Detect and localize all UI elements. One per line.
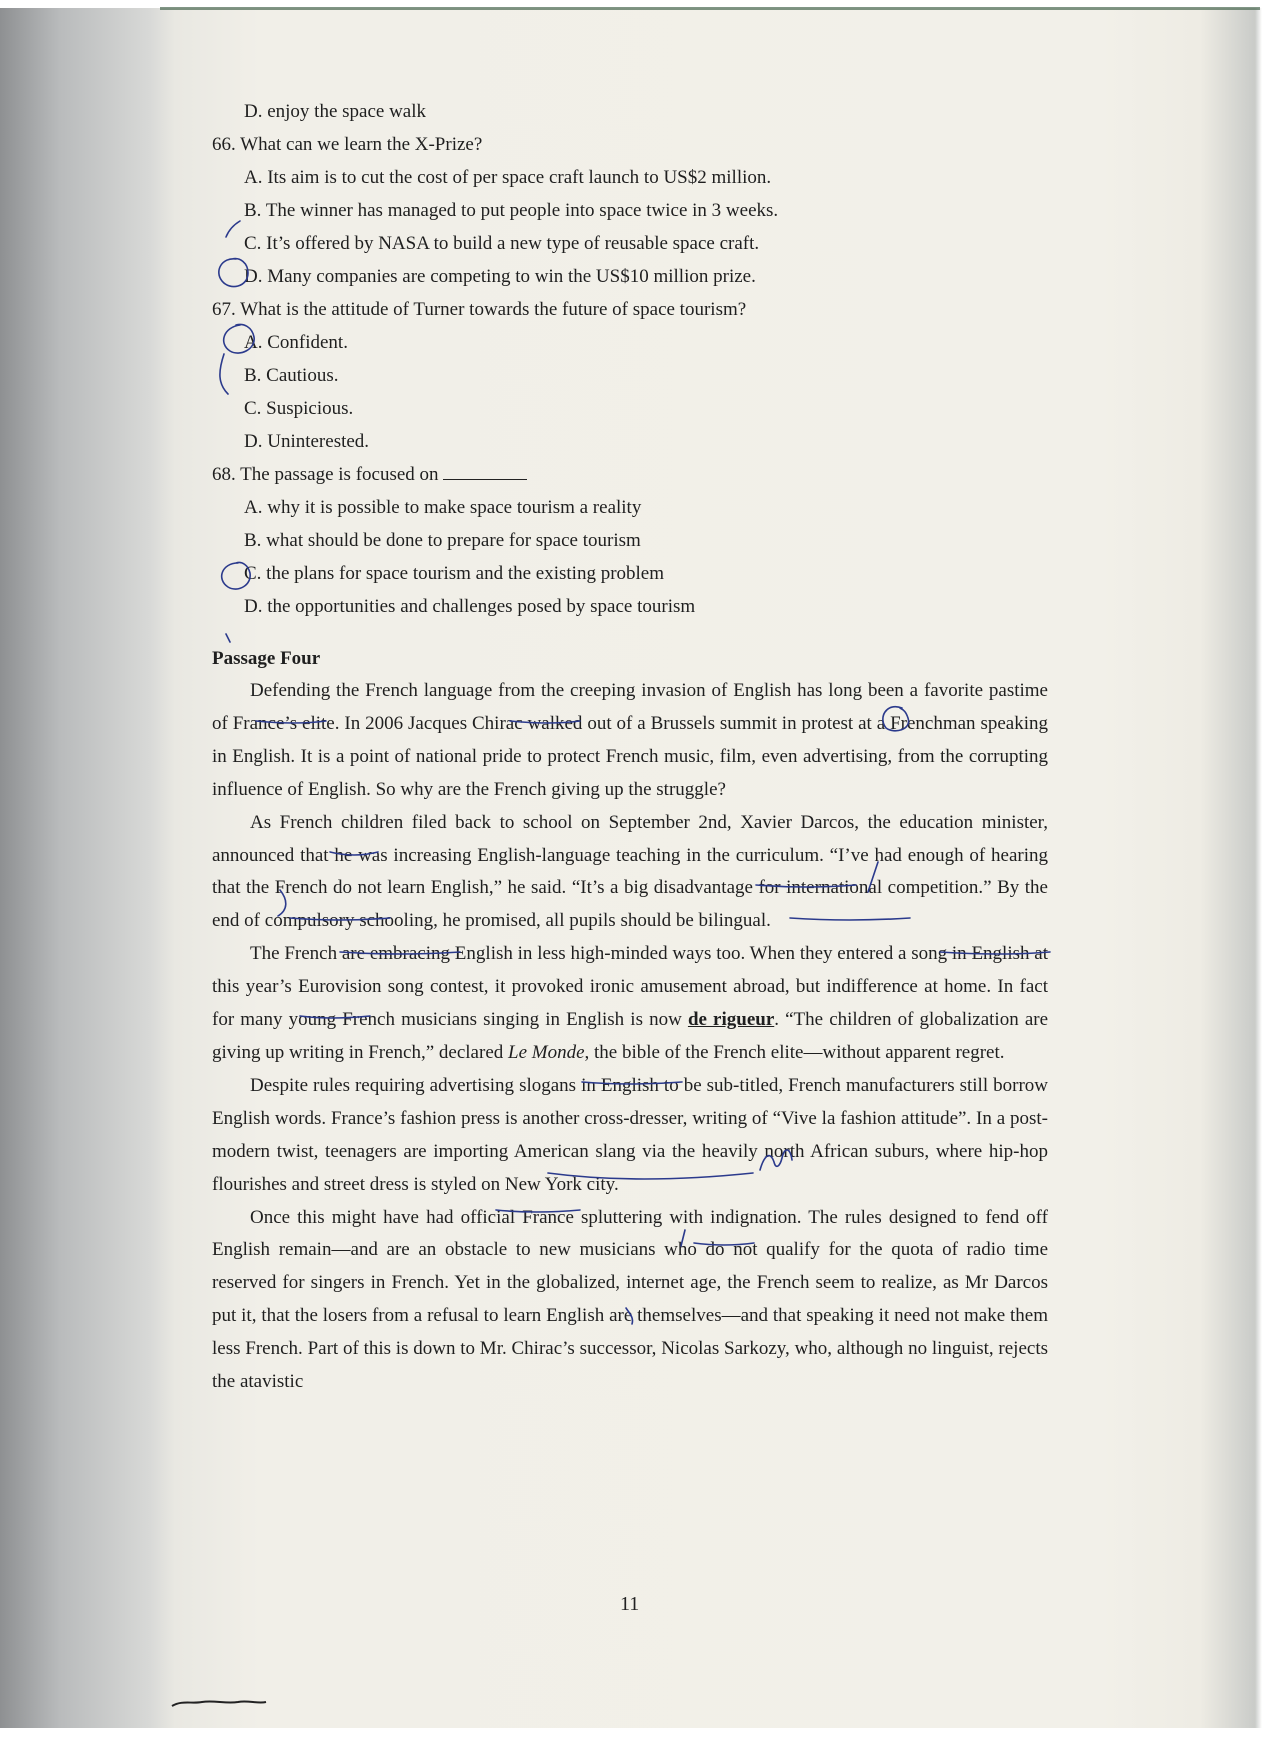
q68-stem: 68. The passage is focused on: [212, 464, 439, 485]
q65-option-d: D. enjoy the space walk: [244, 101, 427, 122]
source-le-monde: Le Monde: [508, 1041, 585, 1063]
edge-scribble: [170, 1696, 270, 1710]
term-de-rigueur: de rigueur: [687, 1009, 775, 1031]
passage-paragraph-1: Defending the French language from the creeping invasion of English has long been a favorite pastime of France’s elite. In 2006 Jacques Chirac walked out of a Brussels summit in protest at a Frenchman speaking in English. It is a point of national pride to protect French music, film, even advertising, from the corrupting influence of English. So why are the French giving up the struggle?: [212, 680, 1048, 800]
paragraph-3-text-b: . “The children of globalization are giving up writing in French,” declared: [212, 1009, 1049, 1063]
paragraph-3-text-a: The French are embracing English in less high-minded ways too. When they entered a song in English at this year’s Eurovision song contest, it provoked ironic amusement abroad, but indifference at home. In fact for many young French musicians singing in English is now: [212, 943, 1048, 1031]
page-number: 11: [620, 1593, 640, 1615]
scan-bottom-margin: [0, 1728, 1275, 1750]
answer-blank: [443, 461, 527, 480]
q67-option-d: D. Uninterested.: [244, 431, 370, 452]
q68-option-c: C. the plans for space tourism and the existing problem: [244, 563, 665, 584]
passage-title: Passage Four: [212, 648, 321, 669]
exam-page: [212, 95, 1048, 1399]
q66-option-b: B. The winner has managed to put people into space twice in 3 weeks.: [244, 200, 779, 221]
passage-paragraph-2: As French children filed back to school on September 2nd, Xavier Darcos, the education minister, announced that he was increasing English-language teaching in the curriculum. “I’ve had enough of hearing that the French do not learn English,” he said. “It’s a big disadvantage for international competition.” By the end of compulsory schooling, he promised, all pupils should be bilingual.: [212, 811, 1048, 932]
q67-option-a: A. Confident.: [244, 332, 348, 353]
q68-option-a: A. why it is possible to make space tourism a reality: [244, 497, 642, 518]
q66-option-d: D. Many companies are competing to win the US$10 million prize.: [244, 266, 756, 287]
passage-paragraph-4: Despite rules requiring advertising slogans in English to be sub-titled, French manufacturers still borrow English words. France’s fashion press is another cross-dresser, writing of “Vive la fashion attitude”. In a post-modern twist, teenagers are importing American slang via the heavily north African suburs, where hip-hop flourishes and street dress is styled on New York city.: [212, 1074, 1048, 1195]
q66-option-a: A. Its aim is to cut the cost of per space craft launch to US$2 million.: [244, 167, 772, 188]
paragraph-3-text-c: , the bible of the French elite—without apparent regret.: [584, 1041, 1005, 1063]
passage-paragraph-3: [212, 938, 1048, 1070]
page-top-edge: [160, 7, 1260, 10]
q68-stem-line: [212, 458, 1048, 491]
passage-paragraph-5: Once this might have had official France spluttering with indignation. The rules designed to fend off English remain—and are an obstacle to new musicians who do not qualify for the quota of radio time reserved for singers in French. Yet in the globalized, internet age, the French seem to realize, as Mr Darcos put it, that the losers from a refusal to learn English are themselves—and that speaking it need not make them less French. Part of this is down to Mr. Chirac’s successor, Nicolas Sarkozy, who, although no linguist, rejects the atavistic: [212, 1206, 1048, 1393]
q67-option-b: B. Cautious.: [244, 365, 339, 386]
q68-option-d: D. the opportunities and challenges posed by space tourism: [244, 596, 696, 617]
q68-option-b: B. what should be done to prepare for space tourism: [244, 530, 641, 551]
q67-stem: 67. What is the attitude of Turner towards the future of space tourism?: [212, 299, 747, 320]
q67-option-c: C. Suspicious.: [244, 398, 354, 419]
q66-stem: 66. What can we learn the X-Prize?: [212, 134, 483, 155]
q66-option-c: C. It’s offered by NASA to build a new type of reusable space craft.: [244, 233, 760, 254]
